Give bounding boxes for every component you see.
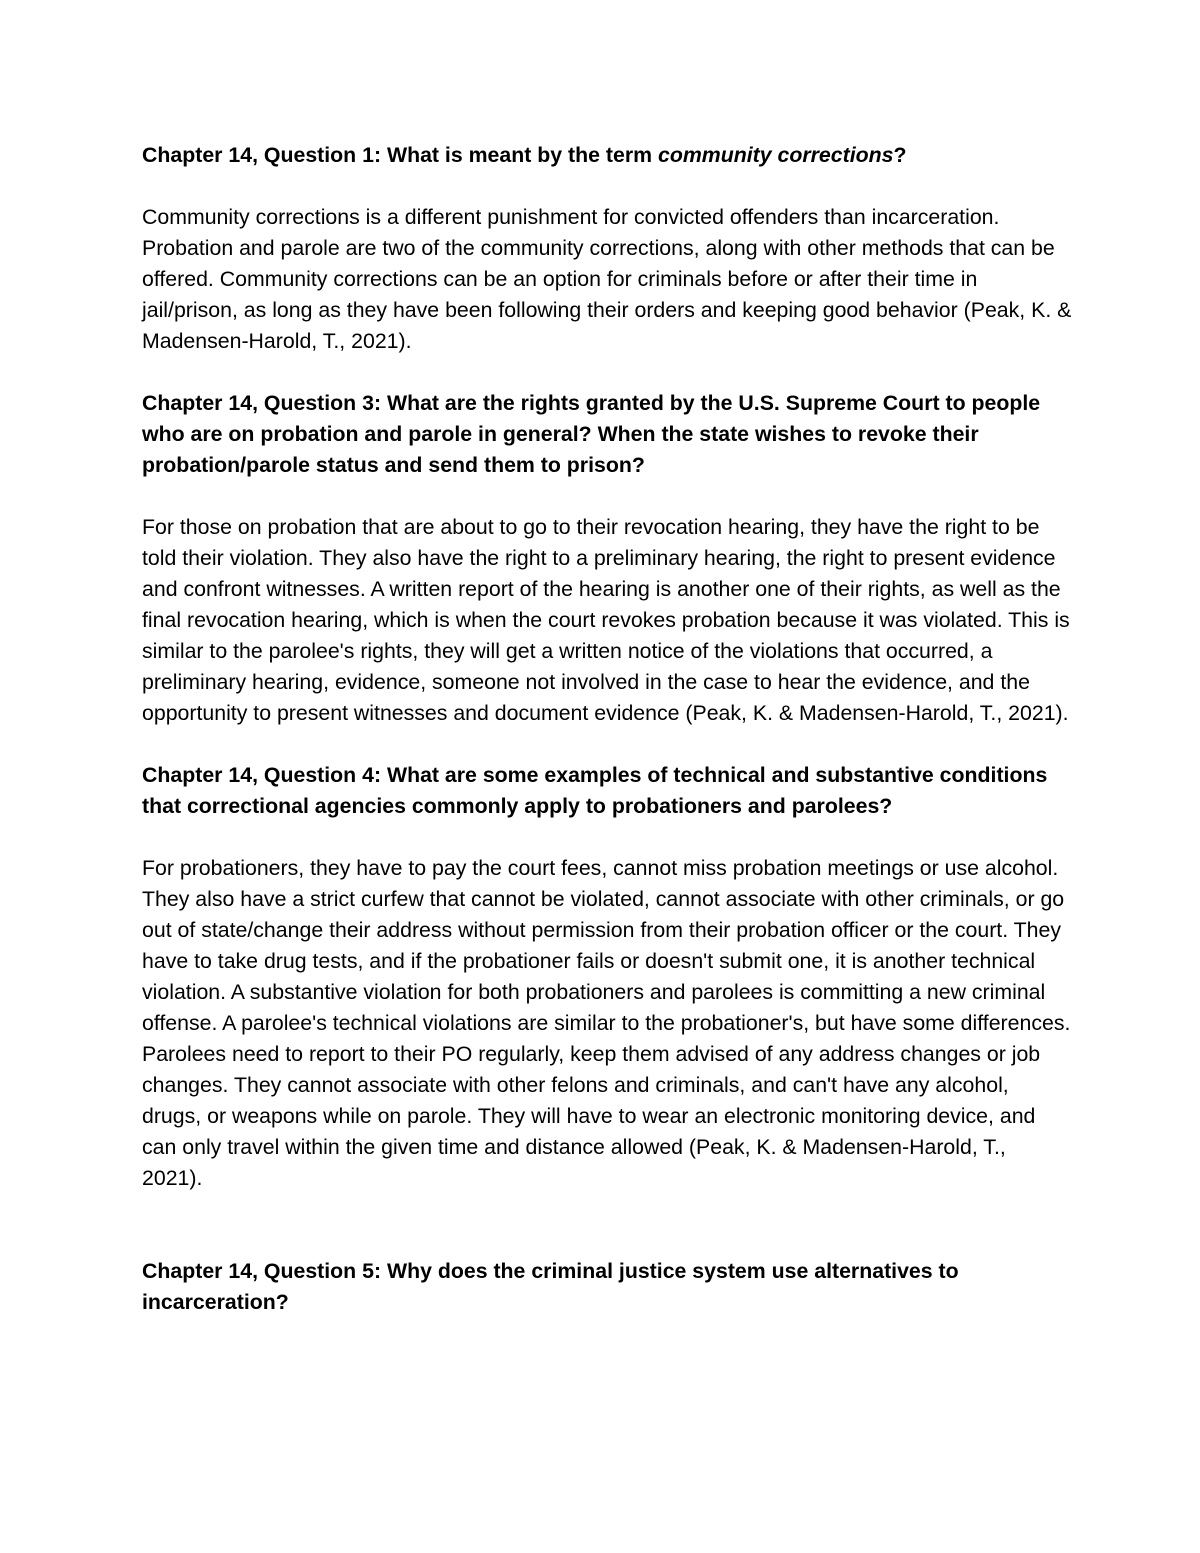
question-3-answer: For those on probation that are about to go to their revocation hearing, they have the right to be told their violation. They also have the right to a preliminary hearing, the right to present evidence and confront witnesses. A written report of the hearing is another one of their rights, as well as the final revocation hearing, which is when the court revokes probation because it was violated. This is similar to the parolee's rights, they will get a written notice of the violations that occurred, a preliminary hearing, evidence, someone not involved in the case to hear the evidence, and the opportunity to present witnesses and document evidence (Peak, K. & Madensen-Harold, T., 2021).	[142, 515, 1070, 725]
question-1-suffix: ?	[893, 143, 907, 167]
question-1-answer: Community corrections is a different punishment for convicted offenders than incarceration. Probation and parole are two of the community corrections, along with other methods that can be offered. Community corrections can be an option for criminals before or after their time in jail/prison, as long as they have been following their orders and keeping good behavior (Peak, K. & Madensen-Harold, T., 2021).	[142, 205, 1072, 353]
question-1-emphasis: community corrections	[657, 143, 894, 167]
question-1-prefix: Chapter 14, Question 1: What is meant by the term	[142, 143, 658, 167]
question-4-heading: Chapter 14, Question 4: What are some examples of technical and substantive conditions that correctional agencies commonly apply to probationers and parolees?	[142, 763, 1048, 818]
question-1-heading	[142, 140, 1072, 171]
question-3-heading: Chapter 14, Question 3: What are the rights granted by the U.S. Supreme Court to people who are on probation and parole in general? When the state wishes to revoke their probation/parole status and send them to prison?	[142, 391, 1041, 477]
question-4-answer: For probationers, they have to pay the court fees, cannot miss probation meetings or use alcohol. They also have a strict curfew that cannot be violated, cannot associate with other criminals, or go out of state/change their address without permission from their probation officer or the court. They have to take drug tests, and if the probationer fails or doesn't submit one, it is another technical violation. A substantive violation for both probationers and parolees is committing a new criminal offense. A parolee's technical violations are similar to the probationer's, but have some differences. Parolees need to report to their PO regularly, keep them advised of any address changes or job changes. They cannot associate with other felons and criminals, and can't have any alcohol, drugs, or weapons while on parole. They will have to wear an electronic monitoring device, and can only travel within the given time and distance allowed (Peak, K. & Madensen-Harold, T., 2021).	[142, 856, 1071, 1190]
question-5-heading: Chapter 14, Question 5: Why does the criminal justice system use alternatives to incarceration?	[142, 1259, 959, 1314]
document-body	[142, 140, 1072, 1318]
